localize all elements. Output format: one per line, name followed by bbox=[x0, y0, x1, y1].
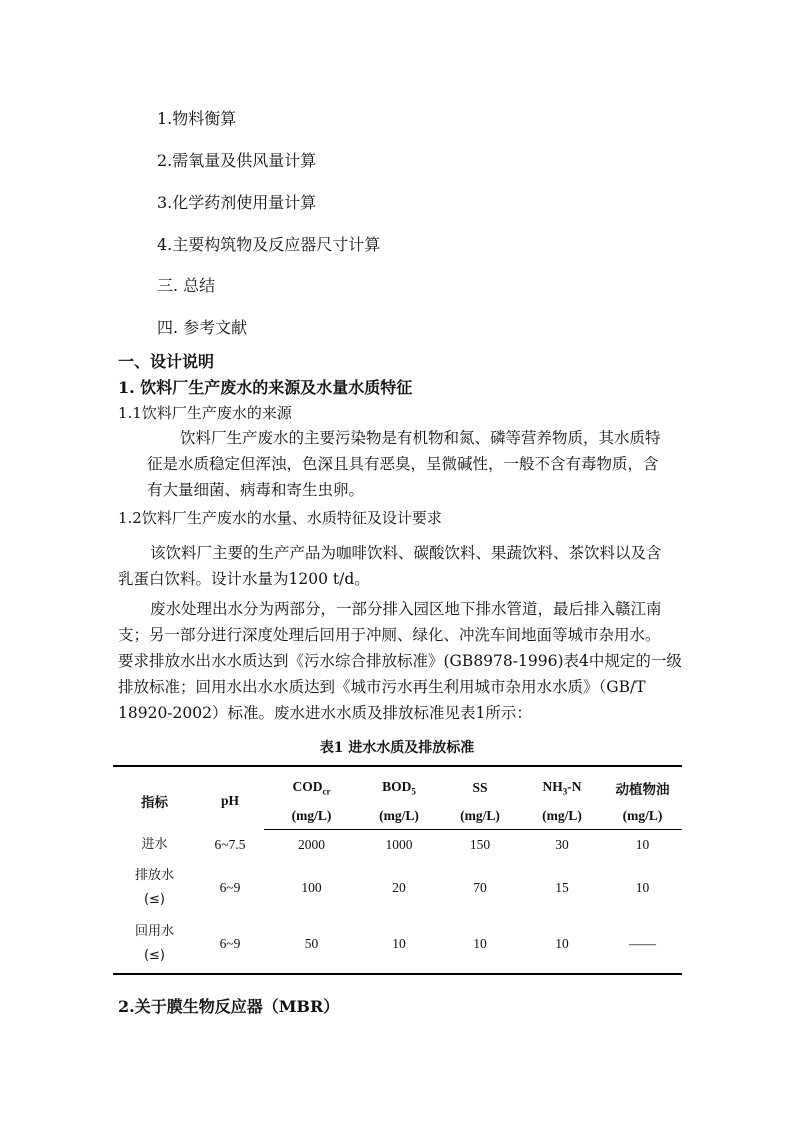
table-row bbox=[113, 916, 682, 974]
cell-cod: 2000 bbox=[298, 836, 325, 852]
cell-ss: 70 bbox=[473, 879, 487, 895]
section-title: 一、设计说明 bbox=[118, 352, 215, 371]
cell-oil: —— bbox=[603, 916, 682, 974]
cell-oil: 10 bbox=[635, 879, 650, 895]
cell-oil: 10 bbox=[635, 836, 650, 852]
toc-item: 2.需氧量及供风量计算 bbox=[157, 151, 317, 170]
table-caption: 表1 进水水质及排放标准 bbox=[319, 740, 475, 756]
subsection-title: 1.2饮料厂生产废水的水量、水质特征及设计要求 bbox=[118, 509, 442, 527]
cell-nh3n: 15 bbox=[555, 879, 569, 895]
paragraph-line: 支；另一部分进行深度处理后回用于冲厕、绿化、冲洗车间地面等城市杂用水。 bbox=[118, 626, 661, 644]
cell-ph: 6~9 bbox=[219, 879, 241, 895]
cell-ss: 10 bbox=[439, 916, 521, 974]
cell-cod: 100 bbox=[301, 879, 322, 895]
cell-nh3n: 10 bbox=[521, 916, 603, 974]
toc-item: 1.物料衡算 bbox=[157, 109, 237, 128]
row-label: 进水 bbox=[141, 836, 168, 852]
header-bod: $BOD_5$ bbox=[382, 779, 416, 797]
cell-nh3n: 30 bbox=[555, 836, 569, 852]
cell-ss: 150 bbox=[469, 836, 491, 852]
header-cod: $COD_{cr}$ bbox=[292, 779, 331, 797]
toc-item: 三. 总结 bbox=[157, 276, 216, 295]
paragraph-line: 有大量细菌、病毒和寄生虫卵。 bbox=[147, 481, 365, 499]
header-unit: (mg/L) bbox=[264, 803, 359, 830]
header-unit: (mg/L) bbox=[521, 803, 603, 830]
toc-item: 4.主要构筑物及反应器尺寸计算 bbox=[157, 235, 381, 254]
header-unit: (mg/L) bbox=[439, 803, 521, 830]
header-ss: SS bbox=[472, 780, 488, 795]
cell-bod: 1000 bbox=[385, 836, 413, 852]
paragraph-line: 排放标准；回用水出水水质达到《城市污水再生利用城市杂用水水质》（GB/T bbox=[118, 678, 646, 696]
cell-ph: 6~7.5 bbox=[214, 836, 246, 852]
toc-item: 3.化学药剂使用量计算 bbox=[157, 193, 317, 212]
table-row bbox=[113, 860, 682, 916]
section-title: 2.关于膜生物反应器（MBR） bbox=[118, 997, 340, 1016]
paragraph-line: 18920-2002）标准。废水进水水质及排放标准见表1所示： bbox=[118, 704, 532, 722]
cell-cod: 50 bbox=[264, 916, 359, 974]
paragraph-line: 饮料厂生产废水的主要污染物是有机物和氮、磷等营养物质，其水质特 bbox=[180, 429, 661, 447]
header-index: 指标 bbox=[141, 795, 168, 811]
paragraph-line: 征是水质稳定但浑浊，色深且具有恶臭，呈微碱性，一般不含有毒物质，含 bbox=[147, 455, 659, 473]
water-quality-table bbox=[113, 765, 682, 975]
subsection-title: 1. 饮料厂生产废水的来源及水量水质特征 bbox=[118, 378, 413, 397]
row-label: 回用水 (≤) bbox=[113, 916, 196, 974]
paragraph-line: 乳蛋白饮料。设计水量为1200 t/d。 bbox=[118, 570, 370, 588]
cell-bod: 10 bbox=[359, 916, 439, 974]
header-nh3n: $NH_3-N$ bbox=[542, 779, 582, 797]
toc-item: 四. 参考文献 bbox=[157, 318, 248, 337]
header-unit: (mg/L) bbox=[359, 803, 439, 830]
paragraph-line: 要求排放水出水水质达到《污水综合排放标准》(GB8978-1996)表4中规定的一级 bbox=[118, 652, 682, 670]
paragraph-line: 废水处理出水分为两部分，一部分排入园区地下排水管道，最后排入赣江南 bbox=[150, 600, 662, 618]
cell-ph: 6~9 bbox=[196, 916, 264, 974]
header-oil: 动植物油 bbox=[615, 782, 670, 797]
header-ph: pH bbox=[220, 793, 239, 809]
cell-bod: 20 bbox=[392, 879, 406, 895]
paragraph-line: 该饮料厂主要的生产产品为咖啡饮料、碳酸饮料、果蔬饮料、茶饮料以及含 bbox=[150, 544, 662, 562]
table-row bbox=[113, 830, 682, 860]
row-label: 排放水 (≤) bbox=[134, 867, 174, 907]
header-unit: (mg/L) bbox=[603, 803, 682, 830]
subsection-title: 1.1饮料厂生产废水的来源 bbox=[118, 404, 292, 422]
